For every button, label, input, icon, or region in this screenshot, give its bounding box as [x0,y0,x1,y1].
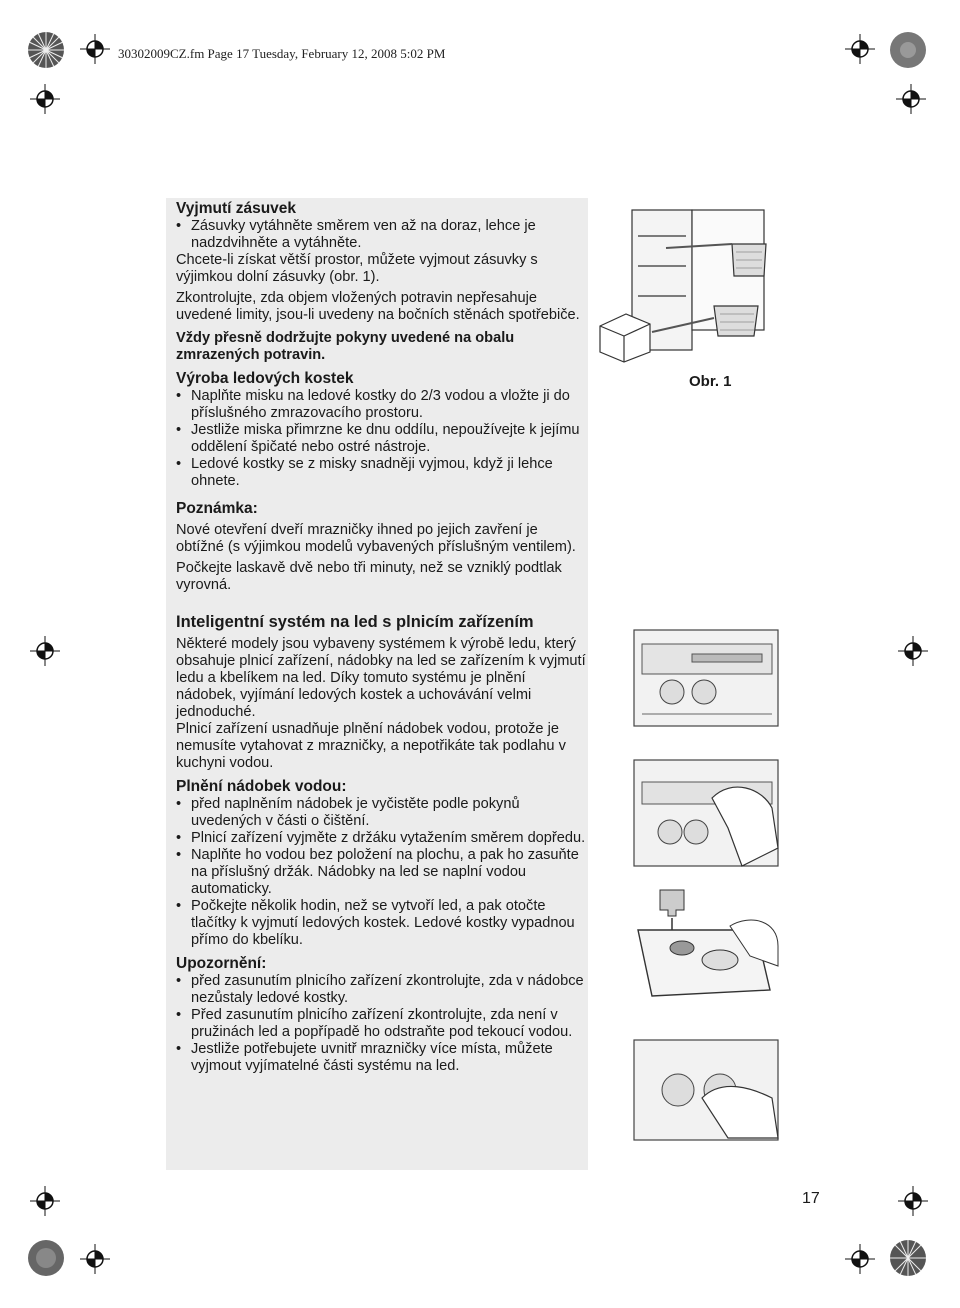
list-item: • Počkejte několik hodin, než se vytvoří led, a pak otočte tlačítky k vyjmutí ledových kostek. Ledové kostky vypadnou přímo do kbelíku. [176,898,586,949]
main-content [176,200,586,1075]
crosshair-mark-lower-left [30,1186,60,1216]
smart-ice-paragraph-1: Některé modely jsou vybaveny systémem k výrobě ledu, který obsahuje plnicí zařízení, nádobky na led se zařízením k vyjmutí ledu a kbelíkem na led. Díky tomuto systému je plnění nádobek, vyjímání ledových kostek a uchovávání velmi jednoduché. [176,636,586,720]
print-header-line: 30302009CZ.fm Page 17 Tuesday, February 12, 2008 5:02 PM [118,46,446,61]
illustration-fill-with-water [630,886,780,1006]
crosshair-mark-middle-right [898,636,928,666]
note-paragraph-1: Nové otevření dveří mrazničky ihned po jejich zavření je obtížné (s výjimkou modelů vybavených příslušným ventilem). [176,522,576,555]
section-title-ice-cubes: Výroba ledových kostek [176,370,354,387]
section-title-smart-ice-system: Inteligentní systém na led s plnicím zařízením [176,613,534,631]
figure-freezer-drawers [596,206,772,368]
filling-title: Plnění nádobek vodou: [176,778,347,795]
drawers-list [176,218,586,252]
illustration-pull-out-filler [632,758,780,870]
crosshair-mark-upper-right [896,84,926,114]
registration-mark-top-left [26,30,66,70]
registration-mark-bottom-right [888,1238,928,1278]
figure-1-label: Obr. 1 [689,373,732,390]
crosshair-mark-top-center-left [80,34,110,64]
list-item: • Naplňte ho vodou bez položení na plochu, a pak ho zasuňte na příslušný držák. Nádobky na led se naplní vodou automaticky. [176,847,586,898]
crosshair-mark-top-center-right [845,34,875,64]
note-title: Poznámka: [176,500,258,517]
filling-list [176,796,586,949]
drawers-paragraph-1: Chcete-li získat větší prostor, můžete vyjmout zásuvky s výjimkou dolní zásuvky (obr. 1). [176,252,538,285]
ice-cubes-list [176,388,586,490]
illustration-ice-control-panel [632,626,780,730]
list-item: • Jestliže miska přimrzne ke dnu oddílu, nepoužívejte k jejímu oddělení špičaté nebo ostré nástroje. [176,422,586,456]
crosshair-mark-upper-left [30,84,60,114]
smart-ice-paragraph-2: Plnicí zařízení usnadňuje plnění nádobek vodou, protože je nemusíte vytahovat z mrazničky, a nepotřikáte tak podlahu v kuchyni vodou. [176,721,566,771]
list-item: • před naplněním nádobek je vyčistěte podle pokynů uvedených v části o čištění. [176,796,586,830]
crosshair-mark-middle-left [30,636,60,666]
list-item: • Jestliže potřebujete uvnitř mrazničky více místa, můžete vyjmout vyjímatelné části systému na led. [176,1041,586,1075]
crosshair-mark-lower-right [898,1186,928,1216]
list-item: • Zásuvky vytáhněte směrem ven až na doraz, lehce je nadzdvihněte a vytáhněte. [176,218,586,252]
list-item: • Před zasunutím plnicího zařízení zkontrolujte, zda není v pružinách led a popřípadě ho odstraňte pod tekoucí vodou. [176,1007,586,1041]
list-item: • Naplňte misku na ledové kostky do 2/3 vodou a vložte ji do příslušného zmrazovacího prostoru. [176,388,586,422]
registration-mark-top-right [888,30,928,70]
list-item: • Ledové kostky se z misky snadněji vyjmou, když ji lehce ohnete. [176,456,586,490]
crosshair-mark-bottom-center-right [845,1244,875,1274]
warning-list [176,973,586,1075]
section-title-drawers: Vyjmutí zásuvek [176,200,297,217]
registration-mark-bottom-left [26,1238,66,1278]
drawers-paragraph-3: Vždy přesně dodržujte pokyny uvedené na obalu zmrazených potravin. [176,330,515,363]
list-item: • Plnicí zařízení vyjměte z držáku vytažením směrem dopředu. [176,830,586,847]
illustration-turn-knobs [632,1038,780,1142]
crosshair-mark-bottom-center-left [80,1244,110,1274]
drawers-paragraph-2: Zkontrolujte, zda objem vložených potravin nepřesahuje uvedené limity, jsou-li uvedeny na bočních stěnách spotřebiče. [176,290,580,323]
list-item: • před zasunutím plnicího zařízení zkontrolujte, zda v nádobce nezůstaly ledové kostky. [176,973,586,1007]
page-number: 17 [802,1190,820,1207]
warning-title: Upozornění: [176,955,267,972]
note-paragraph-2: Počkejte laskavě dvě nebo tři minuty, než se vzniklý podtlak vyrovná. [176,560,562,593]
